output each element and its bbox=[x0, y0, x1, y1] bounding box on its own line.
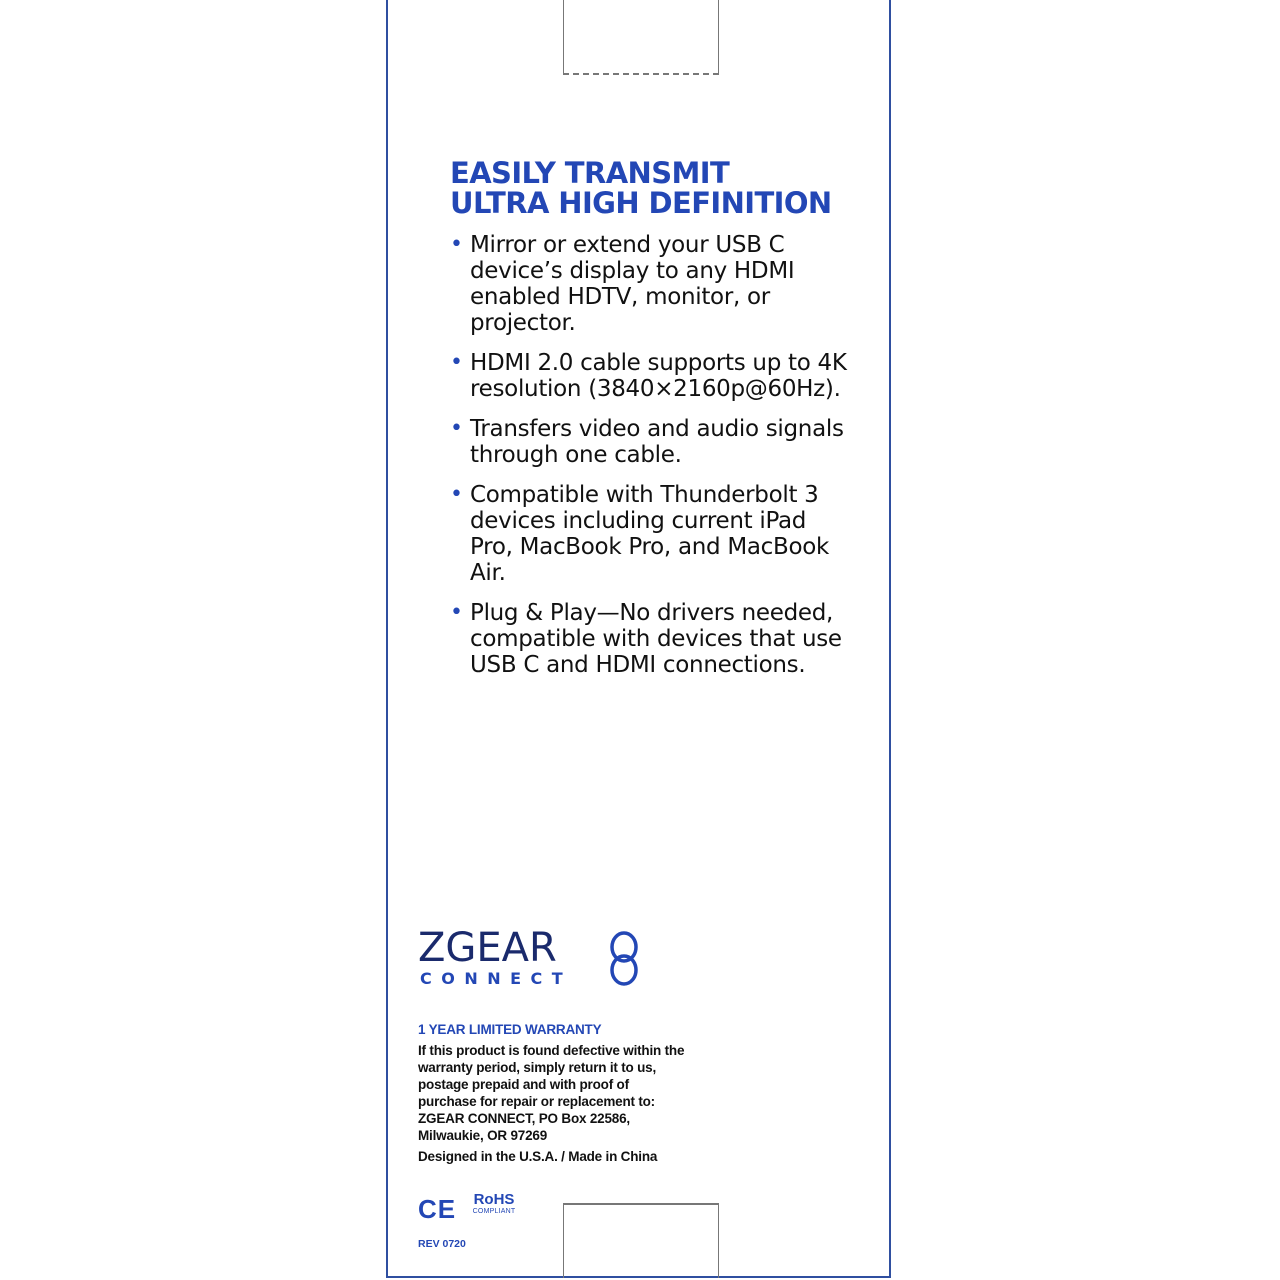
bullet-icon: • bbox=[450, 350, 463, 375]
package-panel bbox=[386, 0, 891, 1278]
chain-link-icon bbox=[608, 930, 640, 988]
headline bbox=[450, 158, 870, 218]
headline-line-2: ULTRA HIGH DEFINITION bbox=[450, 186, 832, 220]
rohs-sublabel: COMPLIANT bbox=[472, 1208, 516, 1215]
ce-mark-icon: CE bbox=[418, 1194, 457, 1224]
brand-logo bbox=[418, 925, 638, 992]
feature-item: • HDMI 2.0 cable supports up to 4K resolution (3840×2160p@60Hz). bbox=[450, 350, 847, 402]
feature-item: • Transfers video and audio signals through one cable. bbox=[450, 416, 844, 468]
feature-item: • Mirror or extend your USB C device’s display to any HDMI enabled HDTV, monitor, or projector. bbox=[450, 232, 795, 336]
rohs-label: RoHS bbox=[473, 1191, 515, 1208]
bullet-icon: • bbox=[450, 482, 463, 507]
bottom-fold-tab bbox=[563, 1203, 719, 1278]
bullet-icon: • bbox=[450, 416, 463, 441]
logo-wordmark: ZGEAR bbox=[418, 925, 557, 971]
warranty-text: If this product is found defective within the warranty period, simply return it to us, postage prepaid and with proof of purchase for repair or replacement to: ZGEAR CONNECT, PO Box 22586, Milwaukie, OR 97269 bbox=[418, 1043, 685, 1143]
headline-line-1: EASILY TRANSMIT bbox=[450, 156, 730, 190]
warranty-title: 1 YEAR LIMITED WARRANTY bbox=[418, 1022, 602, 1037]
origin-statement: Designed in the U.S.A. / Made in China bbox=[418, 1149, 658, 1164]
logo-subtitle: CONNECT bbox=[420, 969, 573, 988]
feature-list bbox=[450, 232, 850, 692]
bullet-icon: • bbox=[450, 232, 463, 257]
revision-code: REV 0720 bbox=[418, 1238, 466, 1250]
bullet-icon: • bbox=[450, 600, 463, 625]
top-fold-tab bbox=[563, 0, 719, 75]
feature-item: • Plug & Play—No drivers needed, compatible with devices that use USB C and HDMI connections. bbox=[450, 600, 842, 678]
feature-item: • Compatible with Thunderbolt 3 devices including current iPad Pro, MacBook Pro, and MacBook Air. bbox=[450, 482, 830, 586]
rohs-badge bbox=[464, 1192, 524, 1216]
